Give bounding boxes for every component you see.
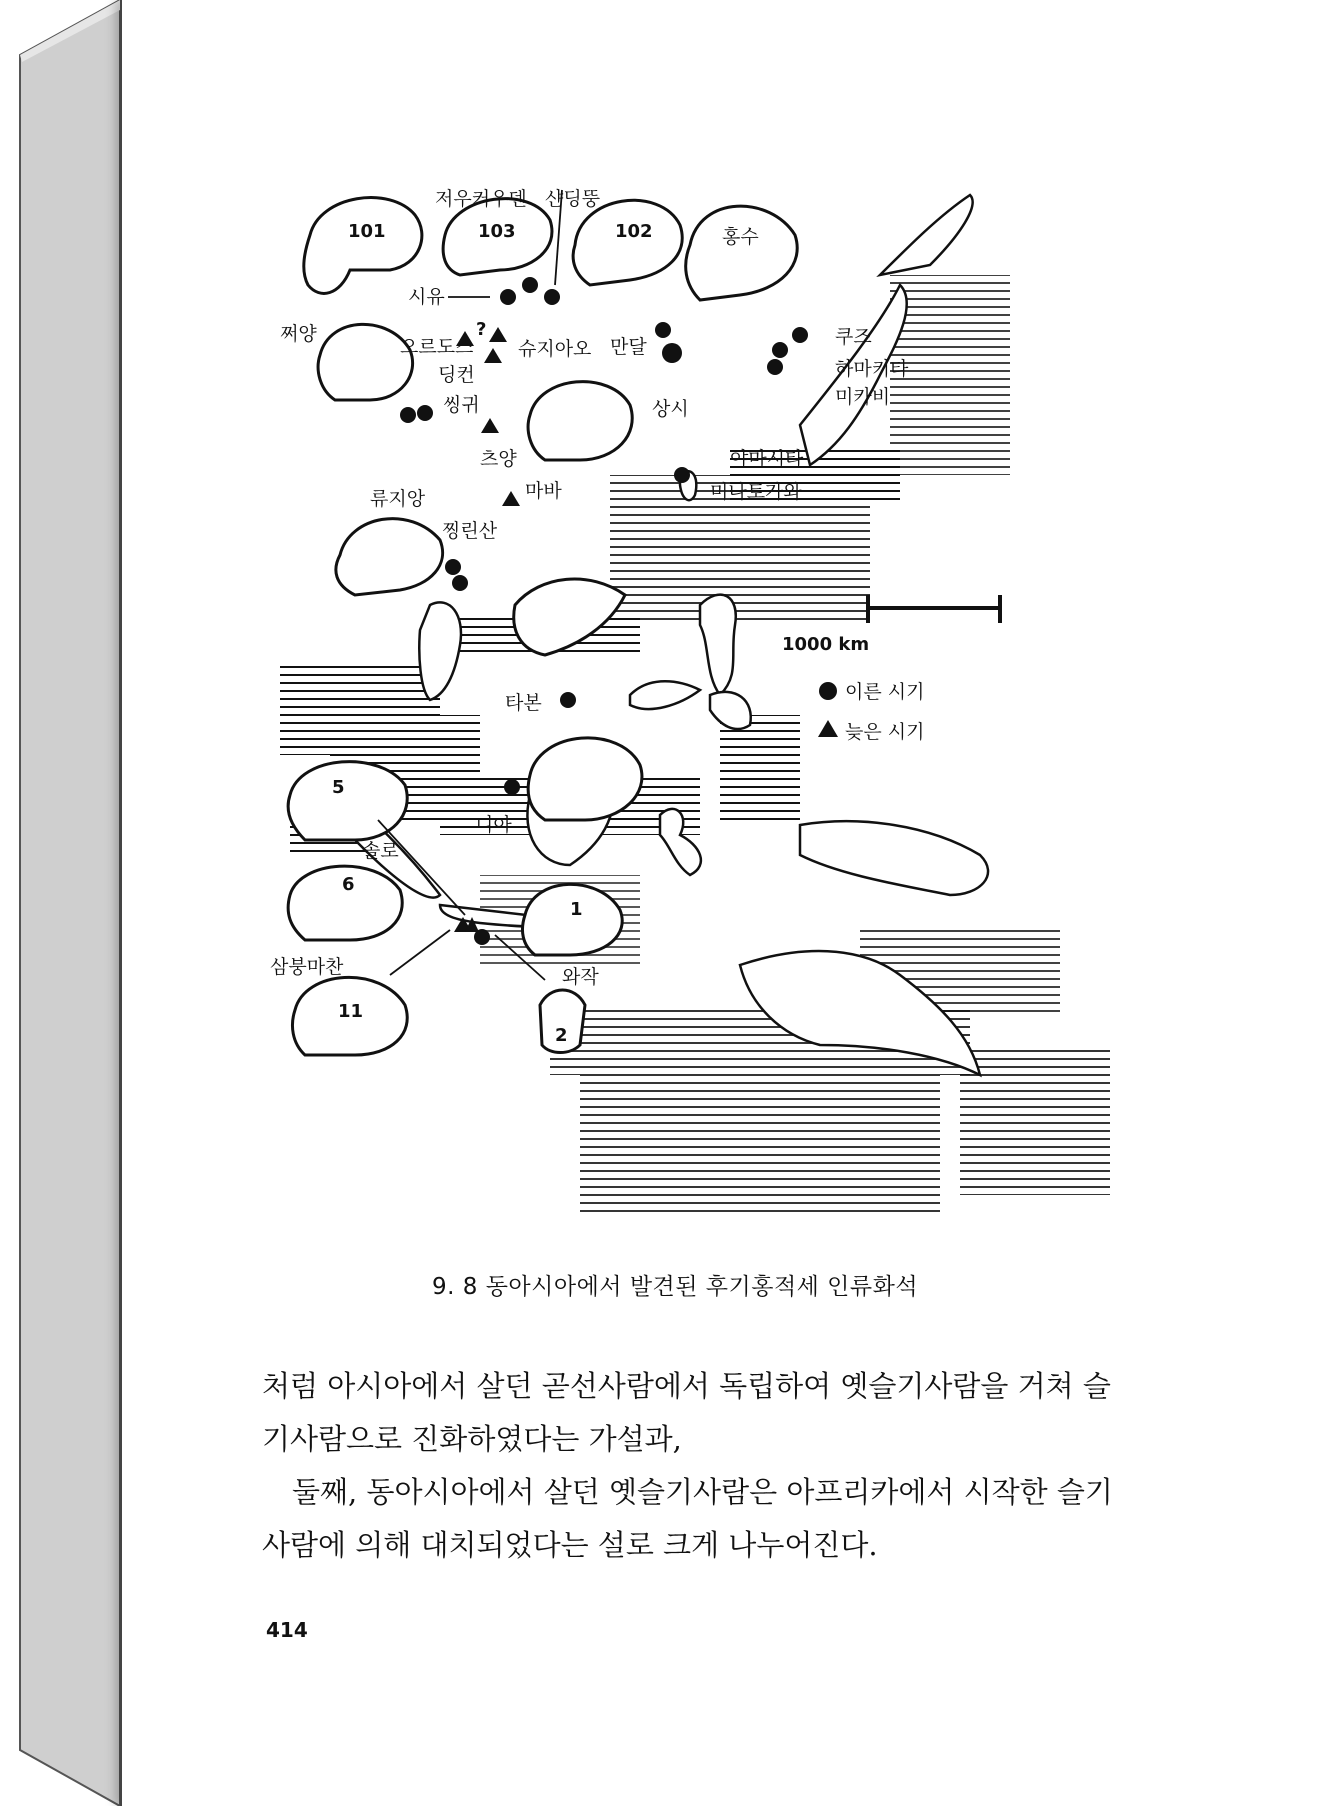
site-marker xyxy=(655,322,671,338)
label-skull-1: 1 xyxy=(570,899,583,920)
skull-liujiang xyxy=(336,519,443,595)
site-marker xyxy=(792,327,808,343)
label-zhoukoudian: 저우커우덴 xyxy=(435,188,527,210)
skull-hongsu xyxy=(686,206,798,300)
site-marker xyxy=(481,418,499,433)
site-marker xyxy=(489,327,507,342)
scale-label: 1000 km xyxy=(782,634,870,655)
fossil-map-figure xyxy=(270,175,1160,1245)
label-niah: 니아 xyxy=(475,814,512,836)
label-yamashita: 야마시타 xyxy=(730,448,804,470)
site-marker xyxy=(522,277,538,293)
site-marker xyxy=(674,467,690,483)
label-skull-101: 101 xyxy=(348,221,386,242)
label-minatogawa: 미나토가와 xyxy=(710,481,802,503)
site-marker xyxy=(767,359,783,375)
body-line-1: 처럼 아시아에서 살던 곧선사람에서 독립하여 옛슬기사람을 거쳐 슬 xyxy=(262,1369,1111,1403)
page-number: 414 xyxy=(266,1618,308,1642)
label-maba: 마바 xyxy=(525,480,562,502)
site-marker xyxy=(445,559,461,575)
label-chuyang: 츠양 xyxy=(480,448,517,470)
skull-5 xyxy=(288,762,407,840)
label-dingcun: 딩컨 xyxy=(438,364,475,386)
site-marker xyxy=(560,692,576,708)
label-skull-6: 6 xyxy=(342,874,355,895)
label-sambungmacan: 삼붕마찬 xyxy=(270,956,344,978)
label-skull-102: 102 xyxy=(615,221,653,242)
label-skull-11: 11 xyxy=(338,1001,364,1022)
site-marker xyxy=(500,289,516,305)
skull-niah xyxy=(528,738,642,820)
book-spine xyxy=(0,0,125,1806)
label-solo: 솔로 xyxy=(362,840,399,862)
legend-circle-icon xyxy=(819,682,837,700)
label-xujiayao: 슈지아오 xyxy=(518,338,592,360)
label-tabon: 타본 xyxy=(505,692,542,714)
body-line-2: 기사람으로 진화하였다는 가설과, xyxy=(262,1422,682,1456)
label-question-mark: ? xyxy=(476,319,487,340)
label-mikabi: 미카비 xyxy=(835,386,891,408)
site-marker xyxy=(484,348,502,363)
site-marker xyxy=(452,575,468,591)
body-line-3: 둘째, 동아시아에서 살던 옛슬기사람은 아프리카에서 시작한 슬기 xyxy=(292,1475,1113,1509)
site-marker xyxy=(417,405,433,421)
legend-early-label: 이른 시기 xyxy=(845,681,925,703)
label-kuzu: 쿠즈 xyxy=(835,326,872,348)
site-marker xyxy=(772,342,788,358)
label-hamakita: 하마키타 xyxy=(835,358,909,380)
label-xinggui: 씽귀 xyxy=(443,394,480,416)
label-shandingdong: 샨딩뚱 xyxy=(545,188,601,210)
site-marker xyxy=(544,289,560,305)
figure-caption: 9. 8 동아시아에서 발견된 후기홍적세 인류화석 xyxy=(432,1274,919,1300)
skull-ziyang xyxy=(318,324,412,400)
label-xiyu: 시유 xyxy=(408,286,445,308)
site-marker xyxy=(504,779,520,795)
label-qilinshan: 찡린산 xyxy=(442,520,498,542)
skull-mandal xyxy=(528,382,632,460)
label-ziyang: 쩌양 xyxy=(280,323,317,345)
site-marker xyxy=(400,407,416,423)
label-skull-5: 5 xyxy=(332,777,345,798)
label-skull-103: 103 xyxy=(478,221,516,242)
label-mandal: 만달 xyxy=(610,336,647,358)
label-skull-2: 2 xyxy=(555,1025,568,1046)
skull-101 xyxy=(304,198,422,294)
site-marker xyxy=(662,343,682,363)
body-text xyxy=(262,1360,1172,1572)
label-sangsi: 상시 xyxy=(652,398,689,420)
label-liujiang: 류지앙 xyxy=(370,488,426,510)
legend-triangle-icon xyxy=(818,720,838,737)
label-wajak: 와작 xyxy=(562,966,599,988)
label-ordos: 오르도스 xyxy=(400,336,474,358)
legend-late-label: 늦은 시기 xyxy=(845,721,925,743)
skull-102 xyxy=(573,200,682,285)
label-hongsu: 홍수 xyxy=(722,226,759,248)
site-marker xyxy=(502,491,520,506)
body-line-4: 사람에 의해 대치되었다는 설로 크게 나누어진다. xyxy=(262,1528,878,1562)
